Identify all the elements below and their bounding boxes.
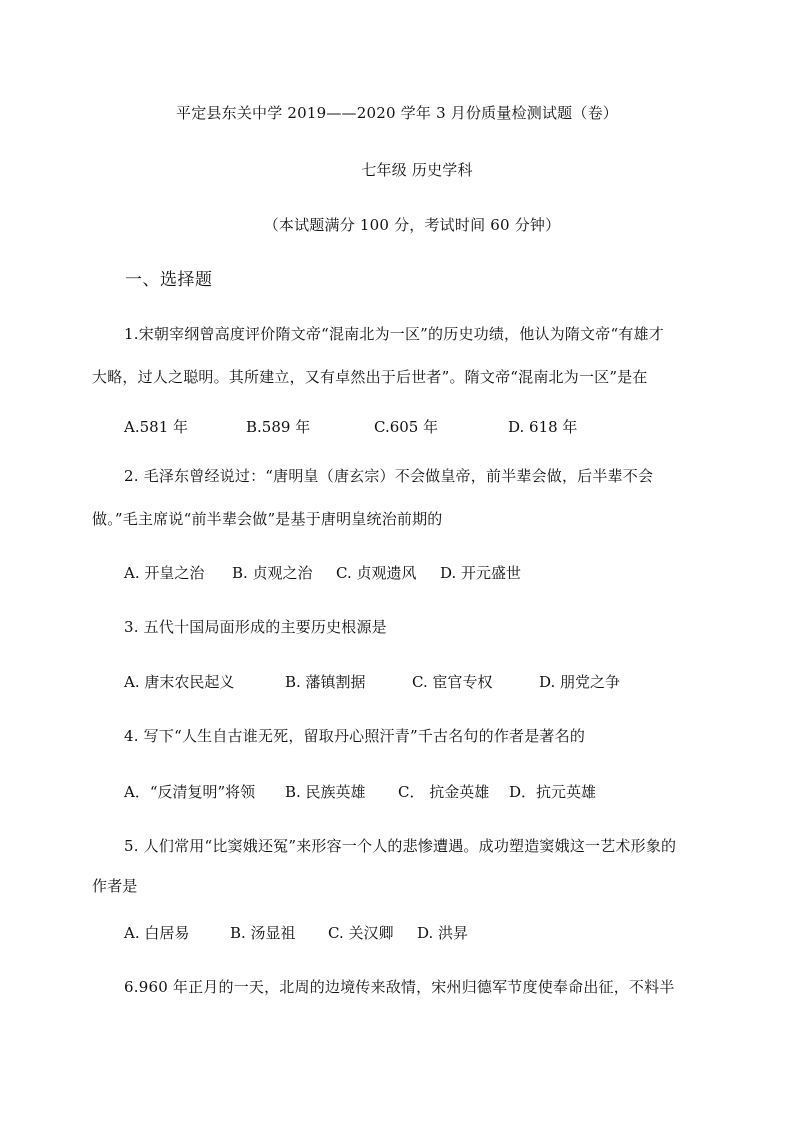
question-1-option-d: D. 618 年 — [508, 418, 578, 436]
question-5-option-a: A. 白居易 — [124, 924, 190, 942]
question-4-option-b: B. 民族英雄 — [285, 783, 366, 801]
question-4-option-c: C． 抗金英雄 — [398, 783, 490, 801]
question-4-option-a: A．“反清复明”将领 — [124, 783, 256, 801]
question-3-option-b: B. 藩镇割据 — [285, 673, 366, 691]
section-heading: 一、选择题 — [125, 270, 213, 290]
question-1-option-c: C.605 年 — [374, 418, 439, 436]
question-5-line-1: 5. 人们常用“比窦娥还冤”来形容一个人的悲惨遭遇。成功塑造窦娥这一艺术形象的 — [124, 837, 677, 855]
question-5-option-b: B. 汤显祖 — [230, 924, 296, 942]
question-2-option-c: C. 贞观遗风 — [336, 564, 417, 582]
question-3-option-c: C. 宦官专权 — [412, 673, 493, 691]
exam-note: （本试题满分 100 分，考试时间 60 分钟） — [263, 216, 561, 234]
question-6-line-1: 6.960 年正月的一天，北周的边境传来敌情，宋州归德军节度使奉命出征，不料半 — [124, 978, 675, 996]
question-2-option-a: A. 开皇之治 — [124, 564, 205, 582]
exam-subtitle: 七年级 历史学科 — [361, 161, 473, 179]
question-4-option-d: D．抗元英雄 — [509, 783, 597, 801]
question-5-option-d: D. 洪昇 — [417, 924, 469, 942]
question-1-line-2: 大略，过人之聪明。其所建立，又有卓然出于后世者”。隋文帝“混南北为一区”是在 — [92, 368, 648, 386]
question-1-line-1: 1.宋朝宰纲曾高度评价隋文帝“混南北为一区”的历史功绩，他认为隋文帝“有雄才 — [124, 325, 664, 343]
question-2-line-1: 2. 毛泽东曾经说过：“唐明皇（唐玄宗）不会做皇帝，前半辈会做，后半辈不会 — [124, 467, 654, 485]
question-1-option-a: A.581 年 — [124, 418, 188, 436]
question-3-line-1: 3. 五代十国局面形成的主要历史根源是 — [124, 618, 387, 636]
question-3-option-a: A. 唐末农民起义 — [124, 673, 235, 691]
question-1-option-b: B.589 年 — [246, 418, 311, 436]
question-5-line-2: 作者是 — [92, 877, 138, 895]
question-2-option-b: B. 贞观之治 — [232, 564, 313, 582]
question-2-option-d: D. 开元盛世 — [440, 564, 522, 582]
question-2-line-2: 做。”毛主席说“前半辈会做”是基于唐明皇统治前期的 — [92, 510, 443, 528]
exam-title: 平定县东关中学 2019——2020 学年 3 月份质量检测试题（卷） — [176, 104, 618, 122]
question-4-line-1: 4. 写下“人生自古谁无死，留取丹心照汗青”千古名句的作者是著名的 — [124, 727, 586, 745]
question-5-option-c: C. 关汉卿 — [328, 924, 394, 942]
question-3-option-d: D. 朋党之争 — [539, 673, 621, 691]
